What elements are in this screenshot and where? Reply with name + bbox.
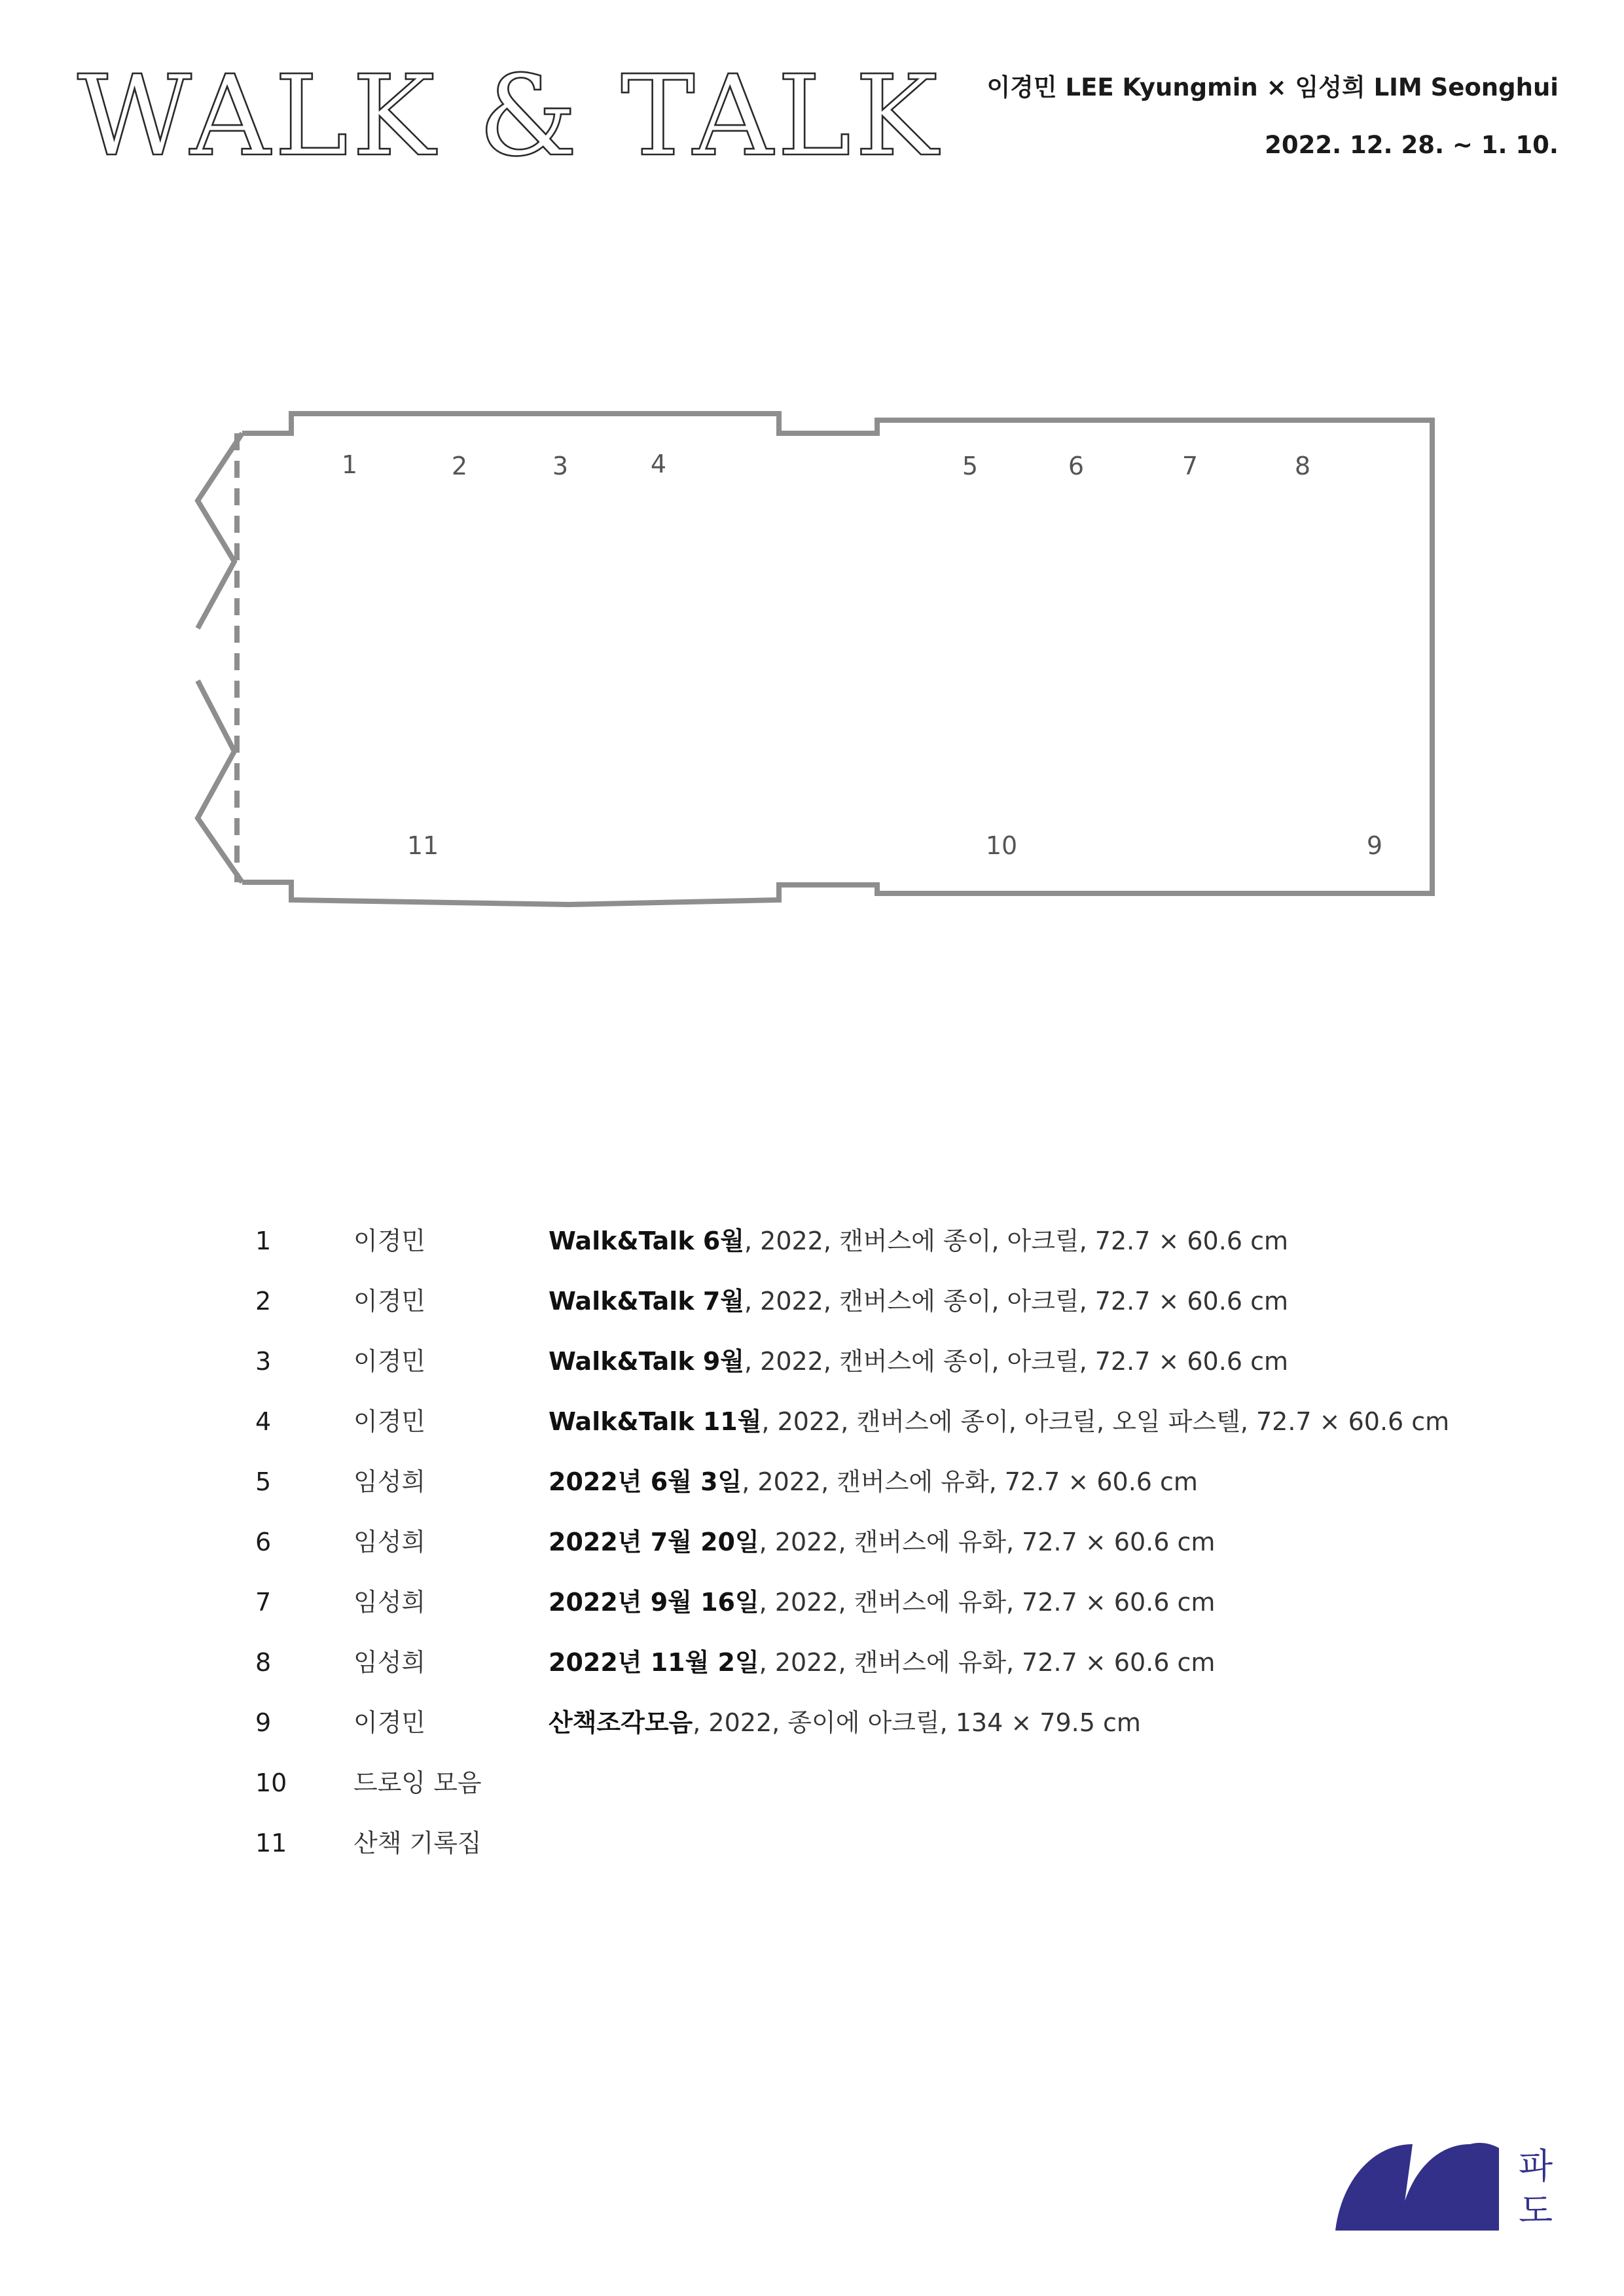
position-label-6: 6	[1068, 452, 1085, 480]
work-row	[255, 1647, 1499, 1707]
position-label-7: 7	[1182, 452, 1199, 480]
work-info	[549, 1707, 1141, 1738]
work-row	[255, 1406, 1499, 1466]
header-info	[986, 71, 1559, 162]
work-artist: 임성희	[353, 1648, 426, 1677]
work-number: 7	[255, 1588, 272, 1617]
position-label-1: 1	[341, 450, 358, 479]
work-title: 2022년 7월 20일	[549, 1528, 759, 1556]
work-artist: 임성희	[353, 1588, 426, 1617]
work-info	[549, 1526, 1215, 1558]
work-info	[549, 1285, 1288, 1317]
work-title: Walk&Talk 6월	[549, 1227, 744, 1255]
work-row	[255, 1827, 1499, 1888]
work-info	[549, 1466, 1198, 1498]
work-row	[255, 1346, 1499, 1406]
exhibition-logo	[77, 52, 943, 181]
work-row	[255, 1225, 1499, 1285]
work-row	[255, 1707, 1499, 1767]
position-label-11: 11	[406, 831, 439, 860]
work-row	[255, 1767, 1499, 1827]
work-number: 10	[255, 1768, 287, 1797]
pado-wave-icon	[1335, 2139, 1558, 2231]
work-info	[549, 1346, 1288, 1377]
logo-outline-text	[77, 52, 943, 181]
position-label-3: 3	[552, 452, 569, 480]
work-title: 2022년 6월 3일	[549, 1467, 742, 1496]
work-number: 5	[255, 1467, 272, 1496]
work-title: 2022년 11월 2일	[549, 1648, 759, 1677]
pado-logo	[1335, 2139, 1558, 2231]
work-row	[255, 1587, 1499, 1647]
work-artist: 산책 기록집	[353, 1829, 482, 1857]
work-details: , 2022, 캔버스에 종이, 아크릴, 72.7 × 60.6 cm	[744, 1287, 1288, 1316]
work-details: , 2022, 종이에 아크릴, 134 × 79.5 cm	[693, 1708, 1141, 1737]
work-artist: 이경민	[353, 1227, 426, 1255]
position-labels	[342, 450, 1382, 860]
work-title: Walk&Talk 11월	[549, 1407, 762, 1436]
work-info	[549, 1587, 1215, 1618]
work-details: , 2022, 캔버스에 종이, 아크릴, 72.7 × 60.6 cm	[744, 1227, 1288, 1255]
artists-line: 이경민 LEE Kyungmin × 임성희 LIM Seonghui	[986, 73, 1559, 101]
work-number: 2	[255, 1287, 272, 1316]
work-artist: 이경민	[353, 1347, 426, 1376]
floor-plan	[190, 406, 1460, 916]
work-artist: 이경민	[353, 1708, 426, 1737]
position-label-10: 10	[985, 831, 1018, 860]
work-info	[549, 1647, 1215, 1678]
work-info	[549, 1406, 1449, 1437]
work-number: 9	[255, 1708, 272, 1737]
pado-wave-shape	[1335, 2143, 1499, 2231]
work-artist: 임성희	[353, 1467, 426, 1496]
position-label-2: 2	[451, 452, 468, 480]
work-artist: 임성희	[353, 1528, 426, 1556]
work-details: , 2022, 캔버스에 유화, 72.7 × 60.6 cm	[759, 1528, 1216, 1556]
work-details: , 2022, 캔버스에 유화, 72.7 × 60.6 cm	[759, 1588, 1216, 1617]
work-title: Walk&Talk 7월	[549, 1287, 744, 1316]
position-label-8: 8	[1294, 452, 1311, 480]
work-details: , 2022, 캔버스에 유화, 72.7 × 60.6 cm	[742, 1467, 1198, 1496]
position-label-9: 9	[1366, 831, 1383, 860]
work-title: 산책조각모음	[549, 1708, 693, 1737]
work-artist: 이경민	[353, 1407, 426, 1436]
work-number: 8	[255, 1648, 272, 1677]
work-artist: 이경민	[353, 1287, 426, 1316]
floor-plan-drawing	[190, 406, 1460, 916]
work-number: 3	[255, 1347, 272, 1376]
brand-char-1: 파	[1519, 2145, 1553, 2187]
work-details: , 2022, 캔버스에 종이, 아크릴, 72.7 × 60.6 cm	[744, 1347, 1288, 1376]
position-label-4: 4	[650, 450, 667, 478]
works-list	[255, 1225, 1499, 1888]
work-number: 11	[255, 1829, 287, 1857]
svg-text:WALK & TALK: WALK & TALK	[77, 52, 943, 181]
work-row	[255, 1526, 1499, 1587]
work-number: 6	[255, 1528, 272, 1556]
work-details: , 2022, 캔버스에 종이, 아크릴, 오일 파스텔, 72.7 × 60.6 cm	[761, 1407, 1450, 1436]
exhibition-dates: 2022. 12. 28. ~ 1. 10.	[1265, 131, 1559, 159]
work-artist: 드로잉 모음	[353, 1768, 482, 1797]
position-label-5: 5	[962, 452, 979, 480]
work-number: 1	[255, 1227, 272, 1255]
work-number: 4	[255, 1407, 272, 1436]
work-details: , 2022, 캔버스에 유화, 72.7 × 60.6 cm	[759, 1648, 1216, 1677]
work-row	[255, 1466, 1499, 1526]
work-title: Walk&Talk 9월	[549, 1347, 744, 1376]
work-info	[549, 1225, 1288, 1257]
brand-char-2: 도	[1519, 2190, 1553, 2231]
work-title: 2022년 9월 16일	[549, 1588, 759, 1617]
work-row	[255, 1285, 1499, 1346]
